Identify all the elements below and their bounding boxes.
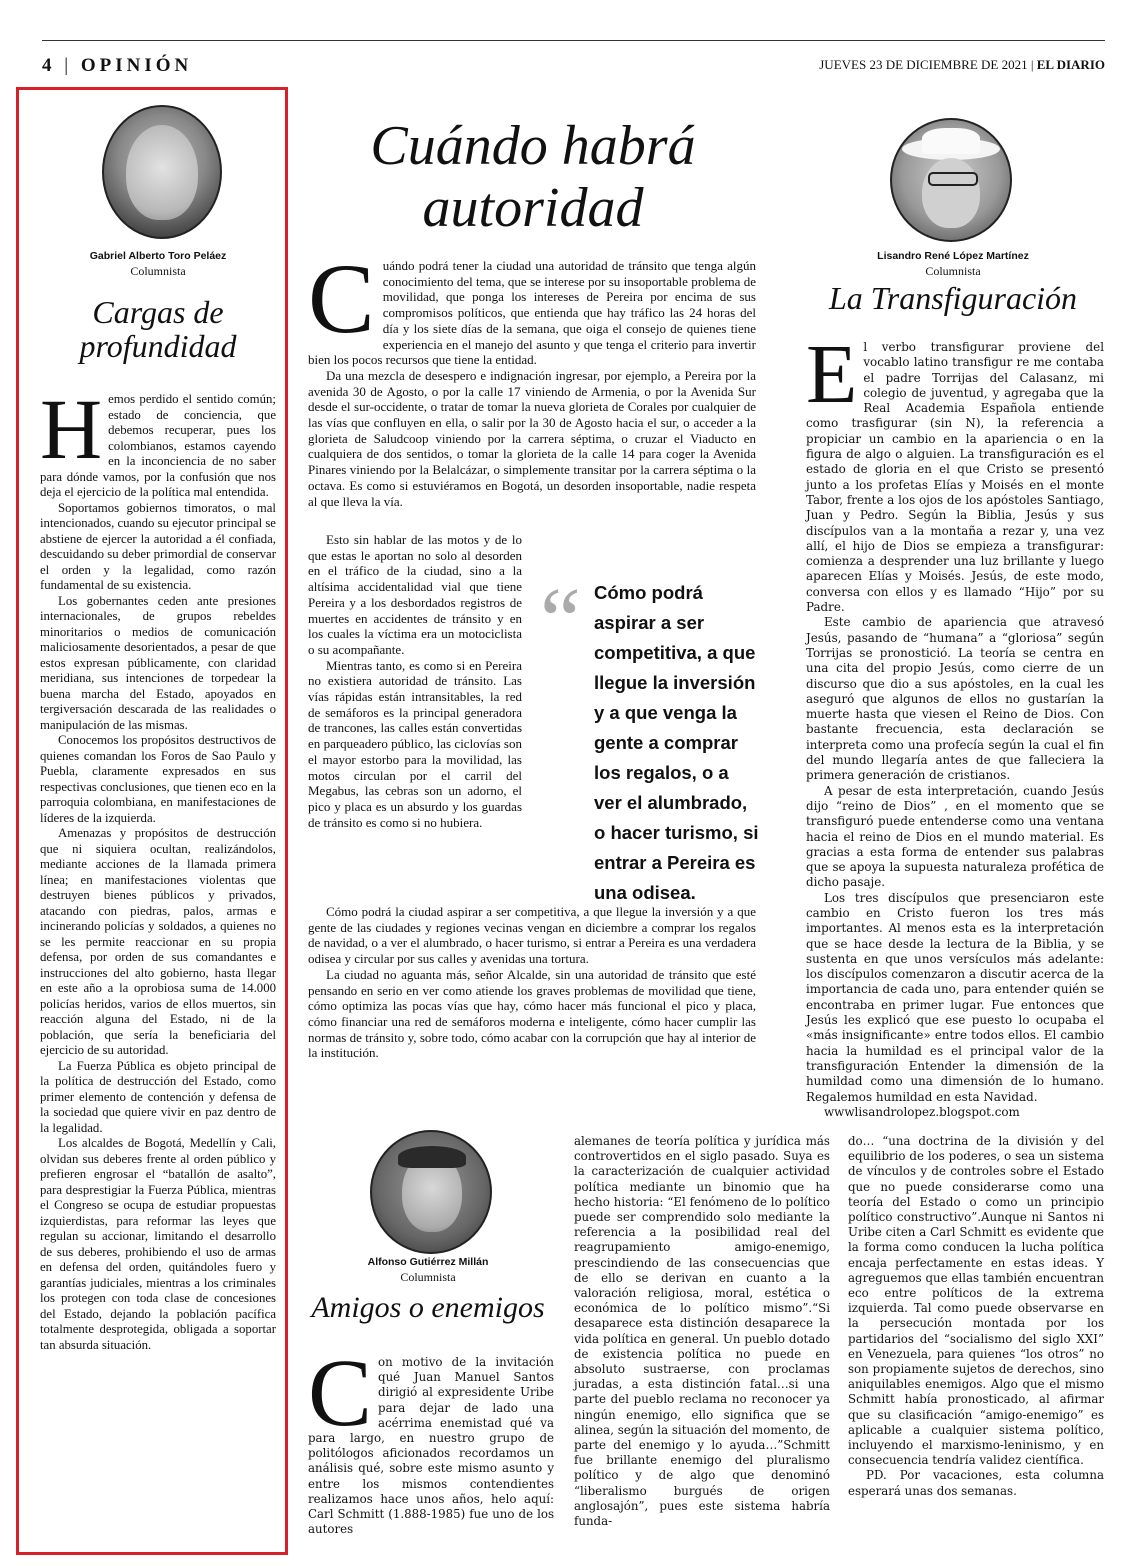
author-name-left: Gabriel Alberto Toro Peláez bbox=[89, 250, 227, 262]
pull-quote bbox=[540, 569, 760, 908]
main-headline bbox=[310, 115, 756, 239]
header-rule bbox=[42, 40, 1105, 41]
bottom-col-3: do… “una doctrina de la división y del equilibrio de los poderes, o sea un sistema de vínculos y de controles sobre el Estado que no puede considerarse como una teoría del Estado o como un principio político constructivo”.Aunque ni Santos ni Uribe citen a Carl Schmitt es evidente que la forma como conducen la lucha política encaja perfectamente en estas ideas. Y agreguemos que ellas también encuentran eco entre políticos de la extrema izquierda. Tal como puede observarse en la persecución montada por los partidarios del “socialismo del siglo XXI” en Venezuela, para quienes “los otros” no son propiamente sujetos de derechos, sino aniquilables enemigos. Algo que el mismo Schmitt había pronosticado, al afirmar que su clasificación “amigo-enemigo” es aplicable a cualquier sistema político, incluyendo el marxismo-leninismo, y en consecuencia tendría validez científica. PD. Por vacaciones, esta columna esperará unas dos semanas. bbox=[848, 1134, 1104, 1498]
page-number: 4 bbox=[42, 55, 56, 76]
paper-name: EL DIARIO bbox=[1036, 57, 1105, 72]
author-name-bottom: Alfonso Gutiérrez Millán bbox=[367, 1256, 489, 1268]
column-title-left bbox=[36, 296, 280, 363]
author-photo-left bbox=[102, 105, 222, 239]
author-photo-right bbox=[890, 118, 1012, 242]
hat-crown bbox=[922, 128, 980, 154]
column-body-left: Hemos perdido el sentido común; estado de conciencia, que debemos recuperar, pues los colombianos, estamos cayendo en la inconciencia de no saber para dónde vamos, por la confusión que nos deja el ejercicio de la política mal entendida. Soportamos gobiernos timoratos, o mal intencionados, cuando su ejecutor principal se abstiene de ejercer la autoridad a él confiada, descuidando su deber primordial de conservar el orden y la legalidad, como razón fundamental de su existencia. Los gobernantes ceden ante presiones internacionales, de grupos rebeldes minoritarios o medios de comunicación maliciosamente desorientados, a pesar de que estos expresan públicamente, con claridad meridiana, sus intenciones de torpedear la buena marcha del Estado, apoyados en tergiversación descarada de las realidades o manipulación de las mismas. Conocemos los propósitos destructivos de quienes comandan los Foros de Sao Paulo y Puebla, claramente expresados en sus respectivas conclusiones, que tienen eco en la parroquia colombiana, en manifestaciones de líderes de la izquierda. Amenazas y propósitos de destrucción que ni siquiera ocultan, realizándolos, mediante acciones de la llamada primera línea; en manifestaciones violentas que destruyen bienes públicos y privados, atacando con piedras, palos, armas e incinerando policías y soldados, a quienes no se les permite reaccionar en su propia defensa, por orden de sus comandantes e instrucciones del alto gobierno, hasta llegar en este año a la oprobiosa suma de 14.000 policías heridos, varios de ellos muertos, sin reacción alguna del Estado, ni de la población, que sería la beneficiaria del ejercicio de su autoridad. La Fuerza Pública es objeto principal de la política de destrucción del Estado, como primer elemento de contención y defensa de la sociedad que quiere vivir en paz dentro de la legalidad. Los alcaldes de Bogotá, Medellín y Cali, olvidan sus deberes frente al orden público y prefieren engrosar el “batallón de asalto”, para desprestigiar la Fuerza Pública, mientras el Congreso se ocupa de estudiar propuestas izquierdistas, para reformar las leyes que regulan su accionar, limitando el desarrollo de sus deberes, prohibiendo el uso de armas en defensa del orden, quitándoles fuero y garantías judiciales, mientras a los criminales los protegen con toda clase de concesiones del Estado, dejando la población pacífica totalmente desprotegida, obligada a soportar tan absurda situación. bbox=[40, 381, 276, 1352]
section-name: OPINIÓN bbox=[80, 55, 193, 76]
column-title-right: La Transfiguración bbox=[828, 280, 1078, 316]
author-role-bottom: Columnista bbox=[400, 1270, 456, 1284]
column-body-right: El verbo transfigurar proviene del vocablo latino transfigur re me contaba el padre Torrijas del Calasanz, mi colegio de juventud, y agregaba que la Real Academia Española entiende como trasfigurar (sin N), la referencia a propiciar un cambio en la apariencia o en la figura de algo o alguien. La transfiguración es el estado de gloria en el que Cristo se presentó junto a los profetas Elías y Moisés en el monte Tabor, frente a los ojos de los apóstoles Santiago, Juan y Pedro. Según la Biblia, Jesús y sus discípulos van a la montaña a rezar y, una vez allí, el hijo de Dios se empieza a transfigurar: comienza a desprender una luz brillante y luego aparecen Elías y Moisés. Jesús, de este modo, conversa con ellos y es llamado “Hijo” por su Padre. Este cambio de apariencia que atravesó Jesús, pasando de “humana” a “gloriosa” según Torrijas se pronostició. La teoría se centra en una cita del propio Jesús, como cierre de un discurso que dio a sus apóstoles, en la cual les aseguró que algunos de ellos no gustarían la muerte hasta que viesen el Reino de Dios. Con bastante frecuencia, esta declaración se interpreta como una profecía según la cual el fin del mundo llegaría antes de que falleciera la primera generación de cristianos. A pesar de esta interpretación, cuando Jesús dijo “reino de Dios” , en el momento que se transfiguró puede entenderse como una ventana hacia el reino de Dios en el mundo material. Es gracias a esta forma de entender sus palabras que se apoya la supuesta naturaleza profética de dicho pasaje. Los tres discípulos que presenciaron este cambio en Cristo fueron los tres más importantes. Al menos esta es la interpretación que se hace desde la lectura de la Biblia, y se sustenta en que unos versículos más adelante: los discípulos comenzaron a discutir acerca de la importancia de cada uno, para entender quién se encontraba en primer lugar. Fue entonces que Jesús les explicó que ese puesto lo ocupaba el «más insignificante» entre todos ellos. El cambio hacia la humildad es el principal valor de la transfiguración Entender la dimensión de la humildad como una dimensión de lo humano. Regalemos humildad en esta Navidad. wwwlisandrolopez.blogspot.com bbox=[806, 328, 1104, 1119]
issue-date: JUEVES 23 DE DICIEMBRE DE 2021 bbox=[819, 57, 1028, 72]
author-role-right: Columnista bbox=[925, 264, 981, 278]
main-article-narrow: Esto sin hablar de las motos y de lo que estas le aportan no solo al desorden en el tráfico de la ciudad, sino a la altísima accidentalidad vial que tiene Pereira y a los desbordados registros de muertes en accidentes de tránsito y en los cuales la víctima era un motociclista o su acompañante. Mientras tanto, es como si en Pereira no existiera autoridad de tránsito. Las vías rápidas están intransitables, la red de semáforos es la principal generadora de trancones, las calles están convertidas en parqueadero público, las ciclovías son el mayor estorbo para la movilidad, las motos circulan por el carril del Megabus, las cebras son un adorno, el pico y placa es un absurdo y los guardas de tránsito es como si no hubiera. bbox=[308, 532, 522, 830]
headline-line-2: autoridad bbox=[422, 177, 644, 239]
page-section-label: 4 | OPINIÓN bbox=[42, 55, 193, 76]
author-photo-bottom bbox=[370, 1130, 492, 1254]
issue-date-bar: JUEVES 23 DE DICIEMBRE DE 2021 | EL DIARIO bbox=[819, 57, 1105, 72]
author-role-left: Columnista bbox=[130, 264, 186, 278]
title-line-2: profundidad bbox=[79, 327, 237, 364]
pull-quote-text: Cómo podrá aspirar a ser competitiva, a que llegue la inversión y a que venga la gente a comprar los regalos, o a ver el alumbrado, o hacer turismo, si entrar a Pereira es una odisea. bbox=[594, 582, 759, 903]
dropcap-right: E bbox=[806, 328, 858, 421]
dropcap-main: C bbox=[308, 243, 375, 354]
main-article-bottom: Cómo podrá la ciudad aspirar a ser competitiva, a que llegue la inversión y a que gente de las ciudades y regiones vecinas vengan en diciembre a comprar los regalos de navidad, o a ver el alumbrado, o hacer turismo, si entrar a Pereira es una verdadera odisea y circular por sus calles y avenidas una tortura. La ciudad no aguanta más, señor Alcalde, sin una autoridad de tránsito que esté pensando en serio en ver como atiende los graves problemas de movilidad que tiene, cómo optimiza las pocas vías que hay, cómo hacer más funcional el pico y placa, cómo financiar una red de semáforos moderna e inteligente, cómo hacer cumplir las normas de tránsito y, sobre todo, cómo acabar con la corrupción que hay al interior de la institución. bbox=[308, 904, 756, 1061]
bottom-col-1: Con motivo de la invitación qué Juan Manuel Santos dirigió al expresidente Uribe para dejar de lado una acérrima enemistad qué va para largo, en nuestro grupo de politólogos aficionados recordamos un análisis qué, sobre este mismo asunto y entre los mismos contendientes realizamos hace unos años, helo aquí: Carl Schmitt (1.888-1985) fue uno de los autores bbox=[308, 1339, 554, 1537]
dropcap-bottom: C bbox=[308, 1339, 373, 1446]
bottom-col-2: alemanes de teoría política y jurídica más controvertidos en el siglo pasado. Suya es la caracterización de cualquier actividad política mediante un binomio que ha hecho historia: “El fenómeno de lo político puede ser comprendido solo mediante la referencia a la posibilidad real del reagrupamiento amigo-enemigo, prescindiendo de las consecuencias que de ello se derivan en cuanto a la valoración religiosa, moral, estética o económica de lo político mismo”.“Si desaparece esta distinción desaparece la vida política en general. Un pueblo dotado de existencia política no puede en absoluto sustraerse, con proclamas juradas, a esta distinción fatal…si una parte del pueblo reclama no reconocer ya ningún enemigo, ello significa que se alinea, según la situación del momento, de parte del enemigo y lo ayuda…”Schmitt fue brillante enemigo del pluralismo político y de algo que denominó “liberalismo burgués de origen anglosajón”, pues este sistema habría funda- bbox=[574, 1134, 830, 1529]
blog-url: wwwlisandrolopez.blogspot.com bbox=[824, 1104, 1020, 1119]
headline-line-1: Cuándo habrá bbox=[370, 115, 696, 177]
hair-shape bbox=[398, 1146, 466, 1168]
dropcap-left: H bbox=[40, 381, 103, 477]
quote-mark-icon: “ bbox=[540, 569, 581, 671]
title-line-1: Cargas de bbox=[92, 294, 224, 330]
pd-note: PD. Por vacaciones, esta columna esperará unas dos semanas. bbox=[848, 1468, 1104, 1498]
author-name-right: Lisandro René López Martínez bbox=[877, 250, 1029, 262]
column-title-bottom: Amigos o enemigos bbox=[311, 1291, 545, 1324]
main-article-top: Cuándo podrá tener la ciudad una autoridad de tránsito que tenga algún conocimiento del tema, que se interese por su insoportable problema de movilidad, que ponga los intereses de Pereira por encima de sus compromisos políticos, que entienda que hay tráfico las 24 horas del día y los siete días de la semana, que oiga el consejo de quienes tiene experiencia en el manejo del asunto y que tenga el criterio para invertir bien los pocos recursos que tiene la entidad. Da una mezcla de desespero e indignación ingresar, por ejemplo, a Pereira por la avenida 30 de Agosto, o por la calle 17 viniendo de Armenia, o por la Avenida Sur desde el sur-occidente, o tratar de tomar la nueva glorieta de Corales por cualquier de las vías que confluyen en ella, o salir por la 30 de Agosto hacia el sur, o acceder a la glorieta de Saludcoop viniendo por la carrera séptima, o cruzar el Viaducto en cualquiera de dos sentidos, o tomar la glorieta de la calle 14 para coger la Avenida Pinares viniendo por la Belalcázar, o simplemente transitar por la carrera séptima o la octava. Es como si estuviéramos en Bogotá, un desorden insoportable, nadie respeta al que lleva la vía. bbox=[308, 243, 756, 509]
glasses-shape bbox=[928, 172, 978, 186]
